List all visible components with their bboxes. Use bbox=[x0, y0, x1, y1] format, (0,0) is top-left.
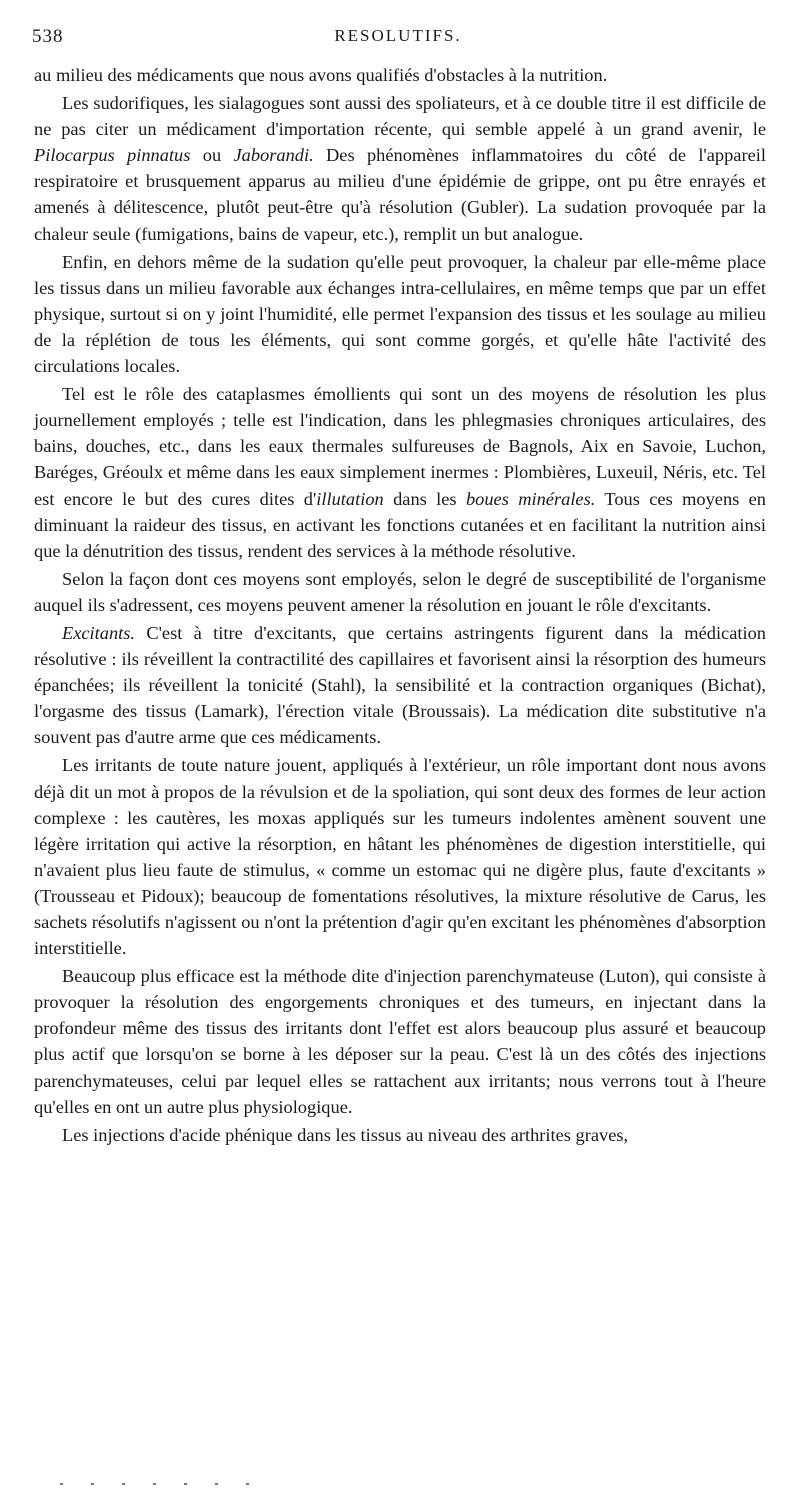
italic-text: Excitants. bbox=[62, 622, 136, 643]
paragraph bbox=[34, 90, 766, 247]
text-run: Les injections d'acide phénique dans les tissus au niveau des arthrites graves, bbox=[62, 1124, 629, 1145]
text-run: Tous ces moyens en diminuant la raideur des tissus, en activant les fonctions cutanées et en facilitant la nutrition ainsi que la dénutrition des tissus, rendent des services à la méthode résolutive. bbox=[34, 488, 767, 561]
text-run: Enfin, en dehors même de la sudation qu'elle peut provoquer, la chaleur par elle-même place les tissus dans un milieu favorable aux échanges intra-cellulaires, en même temps que par un effet physique, surtout si on y joint l'humidité, elle permet l'expansion des tissus et les soulage au milieu de la réplétion de tous les éléments, qui sont comme gorgés, et qu'elle hâte l'activité des circulations locales. bbox=[34, 251, 766, 377]
text-run: Des phénomènes inflammatoires du côté de l'appareil respiratoire et brusquement apparus au milieu d'une épidémie de grippe, ont pu être enrayés et amenés à délitescence, plutôt peut-être qu'à résolution (Gubler). La sudation provoquée par la chaleur seule (fumigations, bains de vapeur, etc.), remplit un but analogue. bbox=[34, 145, 766, 244]
italic-text: illutation bbox=[316, 488, 384, 509]
paragraph bbox=[34, 752, 766, 961]
footer-smudge-marks bbox=[60, 1470, 460, 1480]
body-text bbox=[34, 62, 766, 1150]
text-run: ou bbox=[190, 145, 234, 166]
italic-text: boues minérales. bbox=[465, 488, 596, 509]
paragraph bbox=[34, 249, 766, 379]
paragraph bbox=[34, 381, 766, 564]
text-run: dans les bbox=[383, 488, 466, 509]
paragraph bbox=[34, 62, 766, 88]
italic-text: Jaborandi. bbox=[233, 145, 314, 166]
text-run: Tel est le rôle des cataplasmes émollients qui sont un des moyens de résolution les plus journellement employés ; telle est l'indication, dans les phlegmasies chroniques articulaires, des bains, douches, etc., dans les eaux thermales sulfureuses de Bagnols, Aix en Savoie, Luchon, Baréges, Gréoulx et même dans les eaux simplement inermes : Plombières, Luxeuil, Néris, etc. Tel est encore le but des cures dites d' bbox=[34, 384, 766, 509]
text-run: Beaucoup plus efficace est la méthode dite d'injection parenchymateuse (Luton), qui consiste à provoquer la résolution des engorgements chroniques et des tumeurs, en injectant dans la profondeur même des tissus des irritants dont l'effet est alors beaucoup plus assuré et beaucoup plus actif que lorsqu'on se borne à les déposer sur la peau. C'est là un des côtés des injections parenchymateuses, celui par lequel elles se rattachent aux irritants; nous verrons tout à l'heure qu'elles en ont un autre plus physiologique. bbox=[34, 966, 766, 1117]
paragraph bbox=[34, 1122, 766, 1148]
paragraph bbox=[34, 963, 766, 1120]
text-run: Selon la façon dont ces moyens sont employés, selon le degré de susceptibilité de l'organisme auquel ils s'adressent, ces moyens peuvent amener la résolution en jouant le rôle d'excitants. bbox=[34, 568, 766, 615]
page-header bbox=[32, 26, 764, 54]
paragraph bbox=[34, 620, 766, 750]
text-run: au milieu des médicaments que nous avons qualifiés d'obstacles à la nutrition. bbox=[34, 65, 608, 85]
page-number: 538 bbox=[32, 26, 64, 47]
italic-text: Pilocarpus pinnatus bbox=[34, 145, 191, 166]
text-run: C'est à titre d'excitants, que certains astringents figurent dans la médication résolutive : ils réveillent la contractilité des capillaires et favorisent ainsi la résorption des humeurs épanchées; ils réveillent la tonicité (Stahl), la sensibilité et la contraction organiques (Bichat), l'orgasme des tissus (Lamark), l'érection vitale (Broussais). La médication dite substitutive n'a souvent pas d'autre arme que ces médicaments. bbox=[34, 622, 766, 748]
running-head: RESOLUTIFS. bbox=[334, 26, 462, 45]
paragraph bbox=[34, 566, 766, 618]
text-run: Les irritants de toute nature jouent, appliqués à l'extérieur, un rôle important dont nous avons déjà dit un mot à propos de la révulsion et de la spoliation, qui sont deux des formes de leur action complexe : les cautères, les moxas appliqués sur les tumeurs indolentes amènent souvent une légère irritation qui active la résorption, en hâtant les phénomènes de digestion interstitielle, qui n'avaient plus lieu faute de stimulus, « comme un estomac qui ne digère plus, faute d'excitants » (Trousseau et Pidoux); beaucoup de fomentations résolutives, la mixture résolutive de Carus, les sachets résolutifs n'agissent ou n'ont la prétention d'agir qu'en excitant les phénomènes d'absorption interstitielle. bbox=[34, 755, 766, 959]
text-run: Les sudorifiques, les sialagogues sont aussi des spoliateurs, et à ce double titre il est difficile de ne pas citer un médicament d'importation récente, qui semble appelé à un grand avenir, le bbox=[34, 93, 766, 140]
